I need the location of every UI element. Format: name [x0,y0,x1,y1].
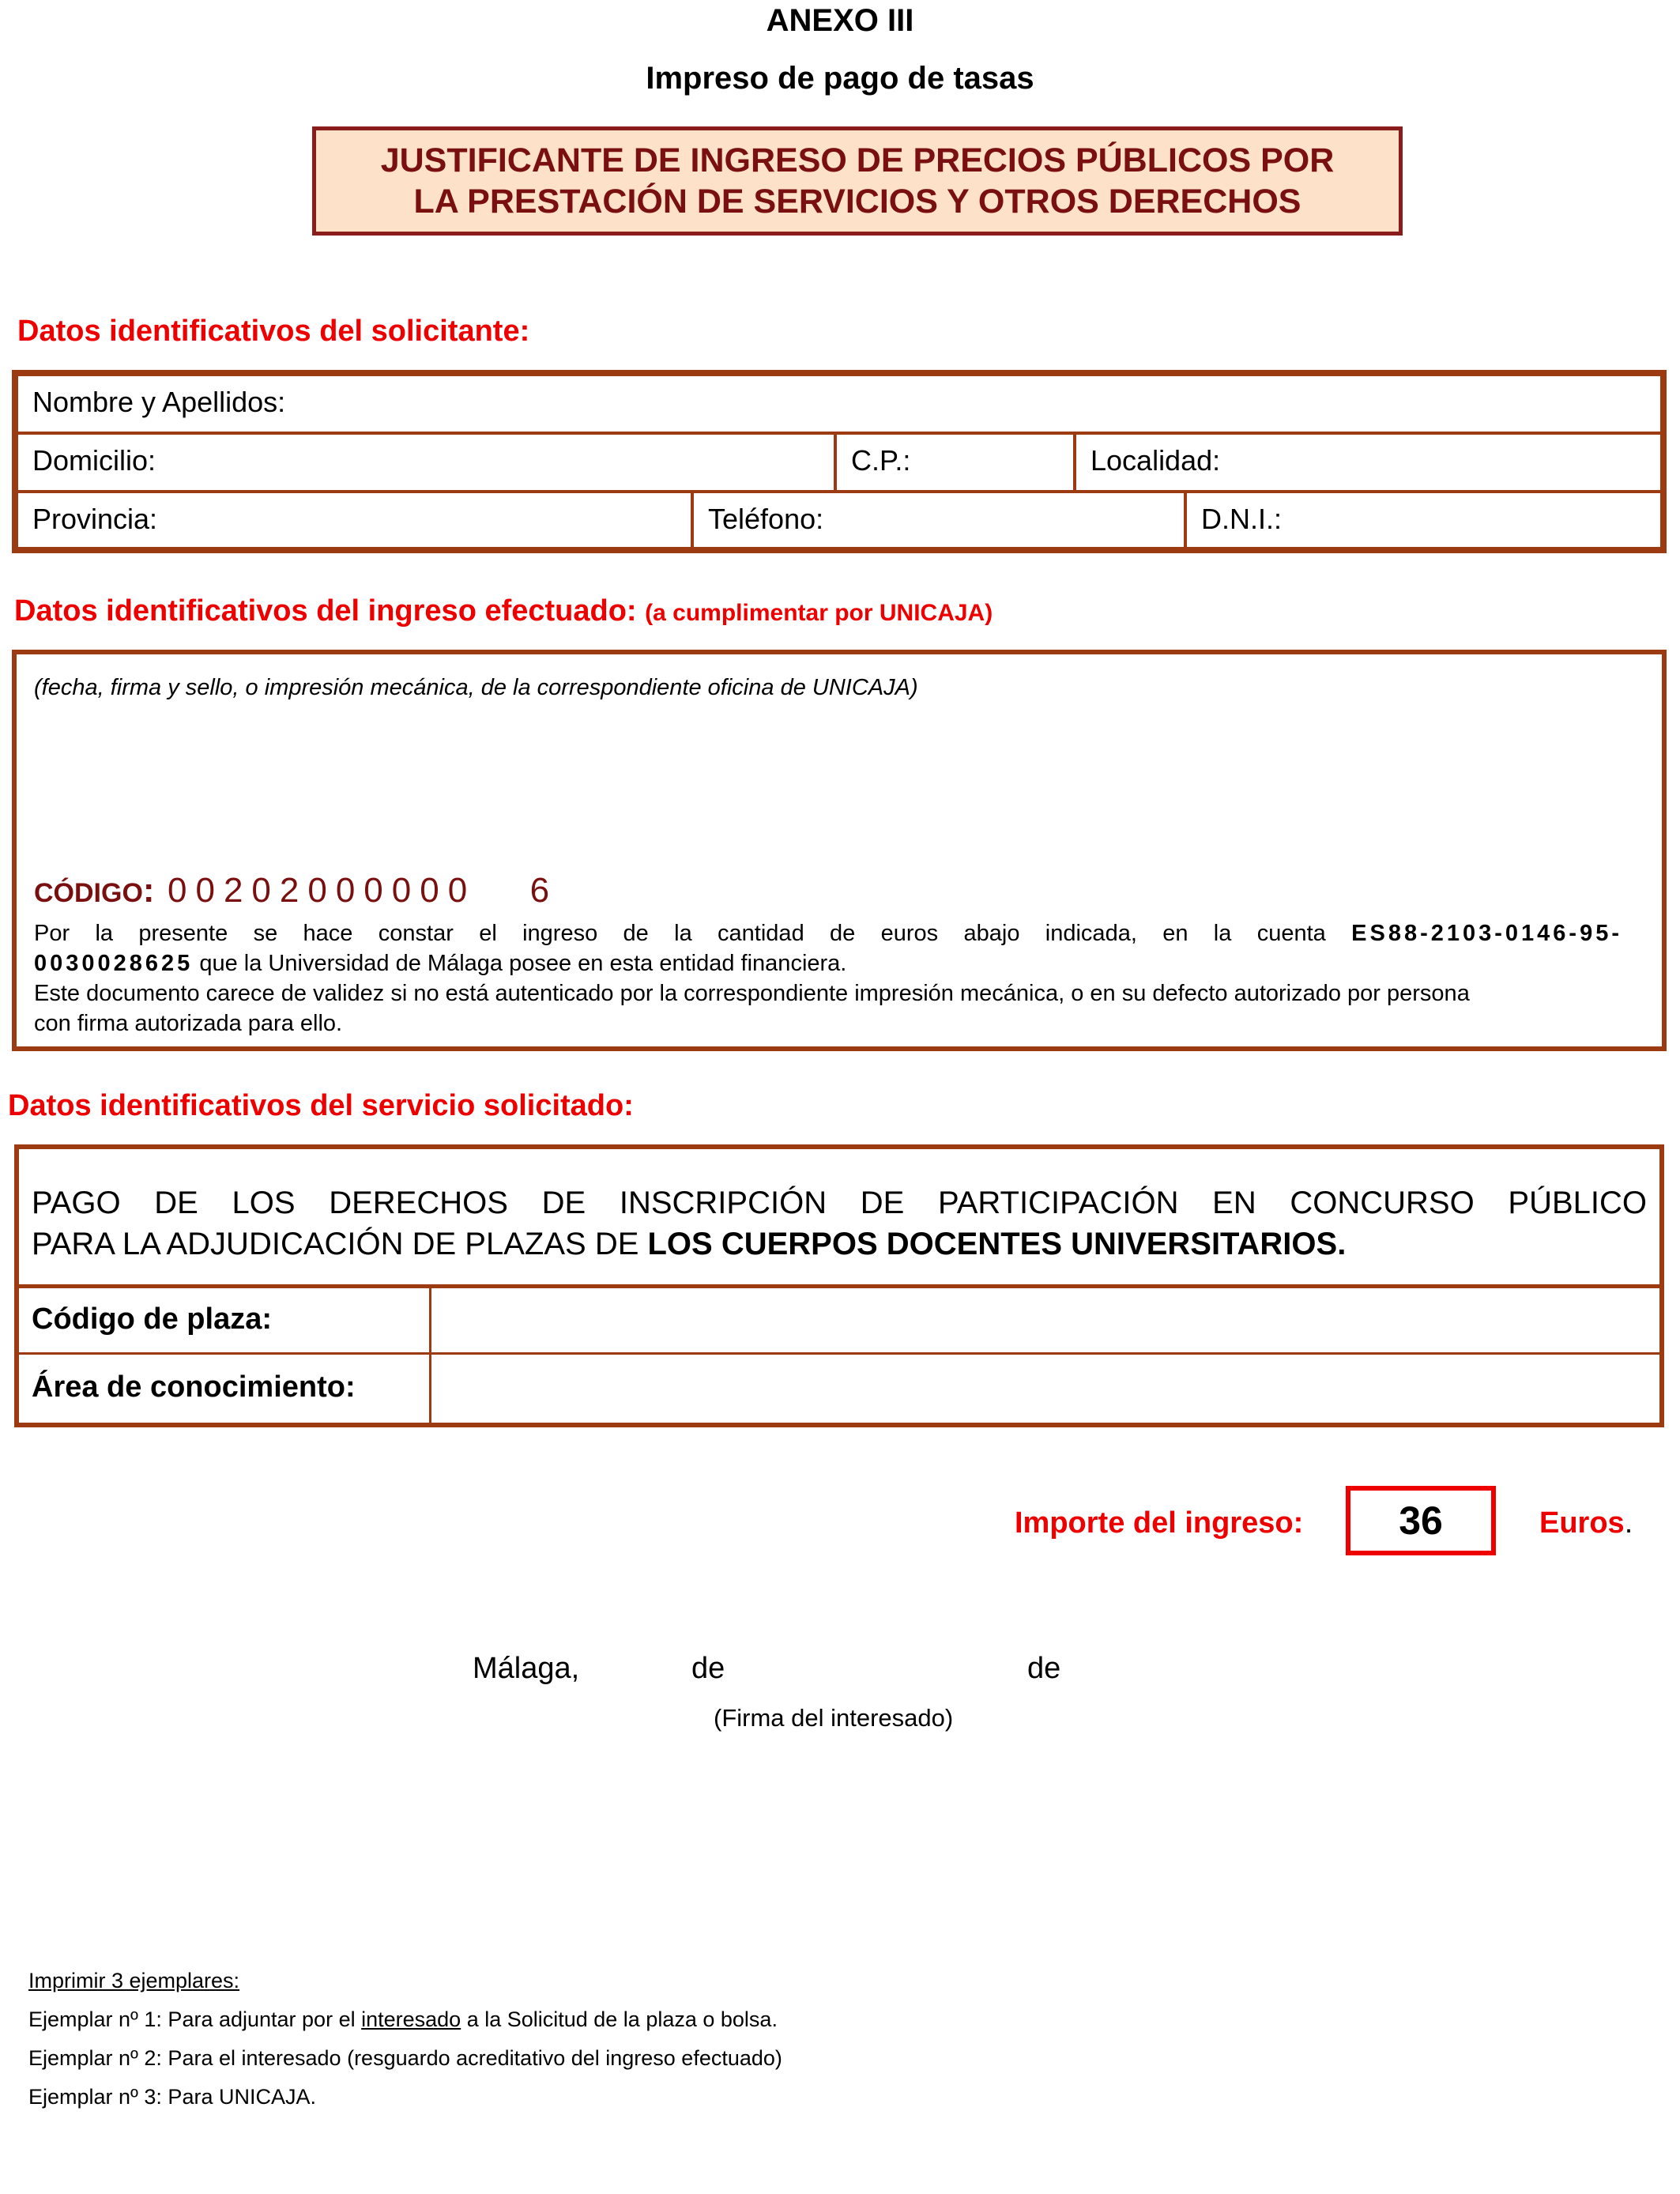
ingreso-box [12,650,1667,1051]
importe-label: Importe del ingreso: [1015,1506,1304,1540]
provincia-label: Provincia: [32,503,158,535]
account-number-part2: 0030028625 [34,951,194,976]
title-line-1: JUSTIFICANTE DE INGRESO DE PRECIOS PÚBLICOS POR [380,141,1335,179]
dni-field[interactable] [1185,492,1662,548]
ingreso-heading-text: Datos identificativos del ingreso efectuado: [14,594,637,628]
ingreso-instruction: (fecha, firma y sello, o impresión mecánica, de la correspondiente oficina de UNICAJA) [34,675,918,700]
localidad-field[interactable] [1075,433,1662,492]
footer-ejemplar-3: Ejemplar nº 3: Para UNICAJA. [28,2085,316,2109]
ingreso-text-a: Por la presente se hace constar el ingreso de la cantidad de euros abajo indicada, en la cuenta [34,921,1326,946]
nombre-label: Nombre y Apellidos: [32,386,286,418]
account-number-part1: ES88-2103-0146-95- [1351,921,1622,946]
currency-period: . [1624,1506,1633,1540]
importe-currency [1539,1506,1633,1540]
annex-heading: ANEXO III [766,3,914,38]
footer-e1-underlined: interesado [361,2007,461,2031]
footer-instructions [28,1962,782,2117]
cp-field[interactable] [835,433,1075,492]
solicitante-table [12,370,1667,553]
validity-line2: con firma autorizada para ello. [34,1011,343,1036]
firma-de-1: de [691,1652,725,1685]
importe-value: 36 [1346,1486,1496,1555]
footer-ejemplar-1 [28,2000,782,2039]
localidad-label: Localidad: [1090,444,1221,477]
codigo-plaza-label: Código de plaza: [19,1288,431,1355]
solicitante-heading: Datos identificativos del solicitante: [17,315,530,348]
dni-label: D.N.I.: [1201,503,1283,535]
footer-title: Imprimir 3 ejemplares: [28,1969,240,1992]
ingreso-statement [34,918,1622,1039]
servicio-desc-line2 [32,1223,1647,1265]
ingreso-statement-line2 [34,948,1622,978]
ingreso-statement-line1 [34,918,1622,948]
ingreso-heading-note: (a cumplimentar por UNICAJA) [645,600,993,626]
area-conocimiento-input[interactable] [431,1355,1659,1423]
validity-line1: Este documento carece de validez si no está autenticado por la correspondiente impresión mecánica, o en su defecto autorizado por persona [34,981,1470,1006]
currency-label: Euros [1539,1506,1625,1540]
servicio-description-cell [19,1149,1659,1288]
page-subtitle: Impreso de pago de tasas [646,61,1034,96]
cp-label: C.P.: [851,444,911,477]
servicio-desc-line1: PAGO DE LOS DERECHOS DE INSCRIPCIÓN DE PARTICIPACIÓN EN CONCURSO PÚBLICO [32,1186,1647,1220]
footer-ejemplar-2: Ejemplar nº 2: Para el interesado (resguardo acreditativo del ingreso efectuado) [28,2046,782,2070]
firma-de-2: de [1027,1652,1061,1685]
ingreso-text-b: que la Universidad de Málaga posee en esta entidad financiera. [199,951,847,976]
servicio-desc-line2-a: PARA LA ADJUDICACIÓN DE PLAZAS DE [32,1227,648,1261]
codigo-colon: : [142,871,155,910]
servicio-heading: Datos identificativos del servicio solicitado: [8,1089,634,1122]
provincia-field[interactable] [17,492,692,548]
codigo-row [34,871,549,910]
firma-caption: (Firma del interesado) [714,1704,954,1732]
servicio-desc-line2-b: LOS CUERPOS DOCENTES UNIVERSITARIOS. [647,1227,1347,1261]
footer-e1-a: Ejemplar nº 1: Para adjuntar por el [28,2007,362,2031]
title-line-2: LA PRESTACIÓN DE SERVICIOS Y OTROS DERECHOS [413,183,1301,221]
telefono-field[interactable] [692,492,1185,548]
codigo-label: CÓDIGO [34,878,143,908]
area-conocimiento-label: Área de conocimiento: [19,1355,431,1423]
title-box [312,126,1403,236]
domicilio-field[interactable] [17,433,835,492]
codigo-plaza-input[interactable] [431,1288,1659,1355]
firma-city: Málaga, [473,1652,580,1685]
telefono-label: Teléfono: [708,503,824,535]
servicio-box [14,1144,1664,1427]
servicio-description [32,1182,1647,1265]
nombre-field[interactable] [17,375,1662,433]
footer-e1-b: a la Solicitud de la plaza o bolsa. [461,2007,778,2031]
domicilio-label: Domicilio: [32,444,156,477]
codigo-check-digit: 6 [529,871,550,910]
codigo-value: 00202000000 [168,871,477,910]
ingreso-heading [14,594,993,628]
